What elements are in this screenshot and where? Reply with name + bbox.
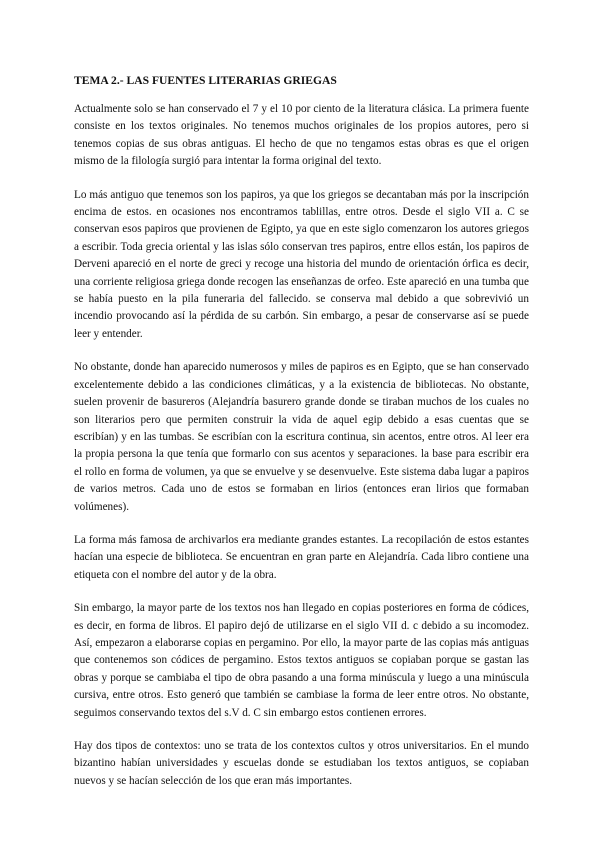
- paragraph-3: No obstante, donde han aparecido numerosos y miles de papiros es en Egipto, que se han conservado excelentemente debido a las condiciones climáticas, y a la existencia de bibliotecas. No obstante, suelen provenir de basureros (Alejandría basurero grande donde se tiraban muchos de los cuales no son literarios pero que permiten construir la vida de aquel egip debido a esas cuentas que se escribían) y en las tumbas. Se escribían con la escritura continua, sin acentos, entre otros. Al leer era la propia persona la que tenía que formarlo con sus acentos y separaciones. la base para escribir era el rollo en forma de volumen, ya que se envuelve y se desenvuelve. Este sistema daba lugar a papiros de varios metros. Cada uno de estos se formaban en lirios (entonces eran lirios que formaban volúmenes).: [74, 361, 529, 513]
- document-page: [74, 72, 529, 806]
- paragraph-6: Hay dos tipos de contextos: uno se trata de los contextos cultos y otros universitarios. En el mundo bizantino habían universidades y escuelas donde se estudiaban los textos antiguos, se copiaban nuevos y se hacían selección de los que eran más importantes.: [74, 740, 529, 787]
- paragraph-1: Actualmente solo se han conservado el 7 y el 10 por ciento de la literatura clásica. La primera fuente consiste en los textos originales. No tenemos muchos originales de los propios autores, pero si tenemos copias de sus obras antiguas. El hecho de que no tengamos estas obras es que el origen mismo de la filología surgió para intentar la forma original del texto.: [74, 103, 529, 168]
- paragraph-2: Lo más antiguo que tenemos son los papiros, ya que los griegos se decantaban más por la inscripción encima de estos. en ocasiones nos encontramos tablillas, entre otros. Desde el siglo VII a. C se conservan esos papiros que provienen de Egipto, ya que en este siglo comenzaron los autores griegos a escribir. Toda grecia oriental y las islas sólo conservan tres papiros, entre ellos están, los papiros de Derveni apareció en el norte de greci y recoge una historia del mundo de orientación órfica es decir, una corriente religiosa griega donde recogen las enseñanzas de orfeo. Este apareció en una tumba que se había puesto en la pila funeraria del fallecido. se conserva mal debido a que sobrevivió un incendio provocando así la pérdida de su carbón. Sin embargo, a pesar de conservarse así se puede leer y entender.: [74, 188, 529, 340]
- paragraph-4: La forma más famosa de archivarlos era mediante grandes estantes. La recopilación de estos estantes hacían una especie de biblioteca. Se encuentran en gran parte en Alejandría. Cada libro contiene una etiqueta con el nombre del autor y de la obra.: [74, 533, 529, 581]
- paragraph-5: Sin embargo, la mayor parte de los textos nos han llegado en copias posteriores en forma de códices, es decir, en forma de libros. El papiro dejó de utilizarse en el siglo VII d. c debido a su incomodez. Así, empezaron a elaborarse copias en pergamino. Por ello, la mayor parte de las copias más antiguas que contenemos son códices de pergamino. Estos textos antiguos se copiaban porque se gastan las obras y porque se cambiaba el tipo de obra pasando a una forma minúscula y luego a una minúscula cursiva, entre otros. Esto generó que también se cambiase la forma de leer entre otros. No obstante, seguimos conservando textos del s.V d. C sin embargo estos contienen errores.: [74, 602, 529, 719]
- document-title: TEMA 2.- LAS FUENTES LITERARIAS GRIEGAS: [74, 74, 337, 87]
